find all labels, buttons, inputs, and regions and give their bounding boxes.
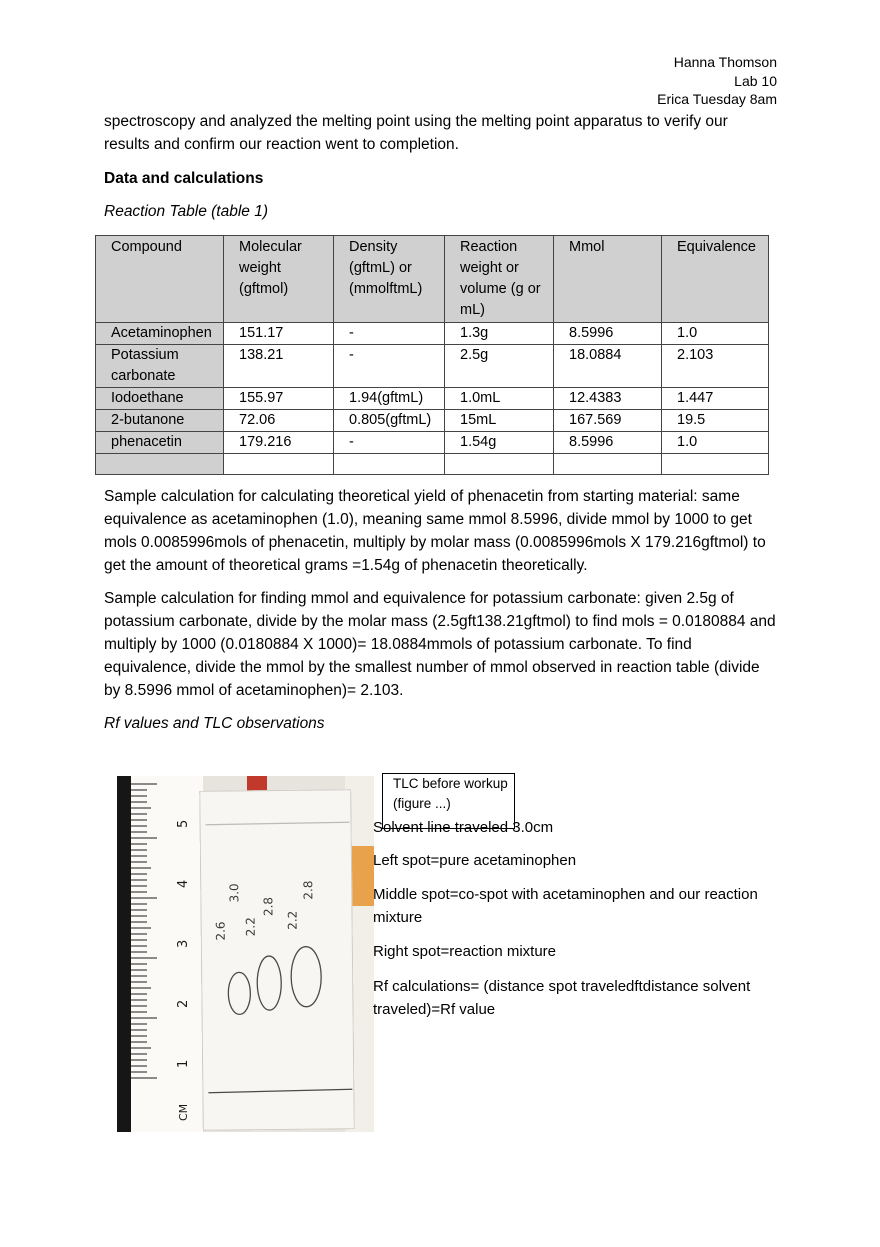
baseline bbox=[208, 1089, 352, 1093]
cell-mw: 151.17 bbox=[224, 323, 334, 345]
compound-line: Potassium bbox=[111, 347, 179, 363]
cell-weight: 1.54g bbox=[445, 432, 554, 454]
ruler-number: 3 bbox=[176, 939, 191, 948]
table-row bbox=[96, 388, 769, 410]
cell-density: - bbox=[334, 345, 445, 388]
cell-weight: 1.3g bbox=[445, 323, 554, 345]
page-header bbox=[657, 53, 777, 109]
reaction-table bbox=[95, 235, 769, 475]
ruler-number: 5 bbox=[176, 819, 191, 828]
header-density bbox=[334, 236, 445, 323]
ruler-number-labels bbox=[117, 776, 203, 1132]
cell-weight: 2.5g bbox=[445, 345, 554, 388]
cell-equivalence: 19.5 bbox=[662, 410, 769, 432]
header-line: mL) bbox=[460, 302, 485, 318]
spot-middle bbox=[257, 956, 282, 1010]
header-line: Density bbox=[349, 239, 398, 255]
header-reaction-weight bbox=[445, 236, 554, 323]
cell-weight: 1.0mL bbox=[445, 388, 554, 410]
observation-left-spot: Left spot=pure acetaminophen bbox=[373, 852, 577, 869]
spot-label: 2.8 bbox=[261, 896, 276, 917]
cell-empty bbox=[334, 454, 445, 475]
ruler-cm-label: CM bbox=[177, 1103, 190, 1121]
cell-mw: 179.216 bbox=[224, 432, 334, 454]
cell-equivalence: 1.447 bbox=[662, 388, 769, 410]
spot-label: 2.2 bbox=[243, 917, 258, 937]
cell-compound: Iodoethane bbox=[96, 388, 224, 410]
observation-rf-formula: Rf calculations= (distance spot traveledftdistance solvent traveled)=Rf value bbox=[373, 978, 751, 1018]
cell-compound bbox=[96, 345, 224, 388]
cell-density: - bbox=[334, 432, 445, 454]
spot-label: 3.0 bbox=[227, 883, 242, 903]
header-compound bbox=[96, 236, 224, 323]
header-line: weight or bbox=[460, 260, 519, 276]
cell-weight: 15mL bbox=[445, 410, 554, 432]
cell-equivalence: 1.0 bbox=[662, 323, 769, 345]
header-equivalence bbox=[662, 236, 769, 323]
tlc-plate-drawing bbox=[199, 789, 355, 1131]
spot-label: 2.2 bbox=[285, 910, 300, 930]
cell-empty bbox=[554, 454, 662, 475]
author-name: Hanna Thomson bbox=[673, 54, 777, 70]
sample-calculation-equivalence: Sample calculation for finding mmol and equivalence for potassium carbonate: given 2.5g of potassium carbonate, divide by the molar mass (2.5gft138.21gftmol) to find mols = 0.0180884 and multiply by 1000 (0.0180884 X 1000)= 18.0884mmols of potassium carbonate. To find equivalence, divide the mmol by the smallest number of mmol observed in reaction table (divide by 8.5996 mmol of acetaminophen)= 2.103. bbox=[104, 590, 776, 699]
solvent-front bbox=[206, 822, 350, 825]
cell-density: 0.805(gftmL) bbox=[334, 410, 445, 432]
tlc-photo bbox=[117, 776, 374, 1132]
cell-mmol: 167.569 bbox=[554, 410, 662, 432]
header-line: volume (g or bbox=[460, 281, 541, 297]
header-line: (mmolftmL) bbox=[349, 281, 423, 297]
figure-caption-title: TLC before workup bbox=[393, 776, 508, 791]
lab-section: Erica Tuesday 8am bbox=[657, 91, 777, 107]
ruler-number: 4 bbox=[176, 879, 191, 888]
ruler-number: 2 bbox=[176, 999, 191, 1008]
header-line: (gftmL) or bbox=[349, 260, 412, 276]
cell-mmol: 8.5996 bbox=[554, 323, 662, 345]
header-line: Compound bbox=[111, 239, 182, 255]
intro-paragraph: spectroscopy and analyzed the melting point using the melting point apparatus to verify our results and confirm our reaction went to completion. bbox=[104, 113, 728, 153]
cell-empty bbox=[662, 454, 769, 475]
header-line: weight bbox=[239, 260, 281, 276]
cell-empty bbox=[96, 454, 224, 475]
spot-right bbox=[291, 947, 322, 1007]
rf-heading: Rf values and TLC observations bbox=[104, 715, 325, 732]
tlc-plate bbox=[199, 789, 355, 1131]
spot-left bbox=[228, 972, 250, 1014]
cell-equivalence: 1.0 bbox=[662, 432, 769, 454]
header-line: Reaction bbox=[460, 239, 518, 255]
cell-density: 1.94(gftmL) bbox=[334, 388, 445, 410]
header-line: Mmol bbox=[569, 239, 605, 255]
cell-mmol: 12.4383 bbox=[554, 388, 662, 410]
compound-line: carbonate bbox=[111, 368, 176, 384]
observation-right-spot: Right spot=reaction mixture bbox=[373, 943, 557, 960]
cell-compound: phenacetin bbox=[96, 432, 224, 454]
header-line: Equivalence bbox=[677, 239, 756, 255]
figure-caption-number: (figure ...) bbox=[393, 796, 451, 811]
observation-middle-spot: Middle spot=co-spot with acetaminophen and our reaction mixture bbox=[373, 886, 758, 926]
cell-mw: 72.06 bbox=[224, 410, 334, 432]
data-heading: Data and calculations bbox=[104, 170, 264, 187]
cell-compound: Acetaminophen bbox=[96, 323, 224, 345]
table-caption: Reaction Table (table 1) bbox=[104, 203, 268, 220]
header-molecular-weight bbox=[224, 236, 334, 323]
cell-density: - bbox=[334, 323, 445, 345]
lab-number: Lab 10 bbox=[734, 72, 777, 89]
observation-solvent-line: Solvent line traveled 3.0cm bbox=[373, 819, 554, 836]
cell-equivalence: 2.103 bbox=[662, 345, 769, 388]
table-row bbox=[96, 323, 769, 345]
cell-mw: 138.21 bbox=[224, 345, 334, 388]
header-line: Molecular bbox=[239, 239, 302, 255]
table-row-empty bbox=[96, 454, 769, 475]
sample-calculation-yield: Sample calculation for calculating theoretical yield of phenacetin from starting material: same equivalence as acetaminophen (1.0), meaning same mmol 8.5996, divide mmol by 1000 to get mols 0.0085996mols of phenacetin, multiply by molar mass (0.0085996mols X 179.216gftmol) to get the amount of theoretical grams =1.54g of phenacetin theoretically. bbox=[104, 488, 766, 574]
table-header-row bbox=[96, 236, 769, 323]
table-row bbox=[96, 345, 769, 388]
cell-empty bbox=[224, 454, 334, 475]
ruler-number: 1 bbox=[176, 1059, 191, 1068]
header-line: (gftmol) bbox=[239, 281, 289, 297]
cell-mmol: 8.5996 bbox=[554, 432, 662, 454]
spot-label: 2.6 bbox=[213, 921, 228, 941]
cell-compound: 2-butanone bbox=[96, 410, 224, 432]
header-mmol bbox=[554, 236, 662, 323]
table-row bbox=[96, 410, 769, 432]
spot-label: 2.8 bbox=[301, 880, 316, 900]
cell-mw: 155.97 bbox=[224, 388, 334, 410]
cell-empty bbox=[445, 454, 554, 475]
table-row bbox=[96, 432, 769, 454]
cell-mmol: 18.0884 bbox=[554, 345, 662, 388]
